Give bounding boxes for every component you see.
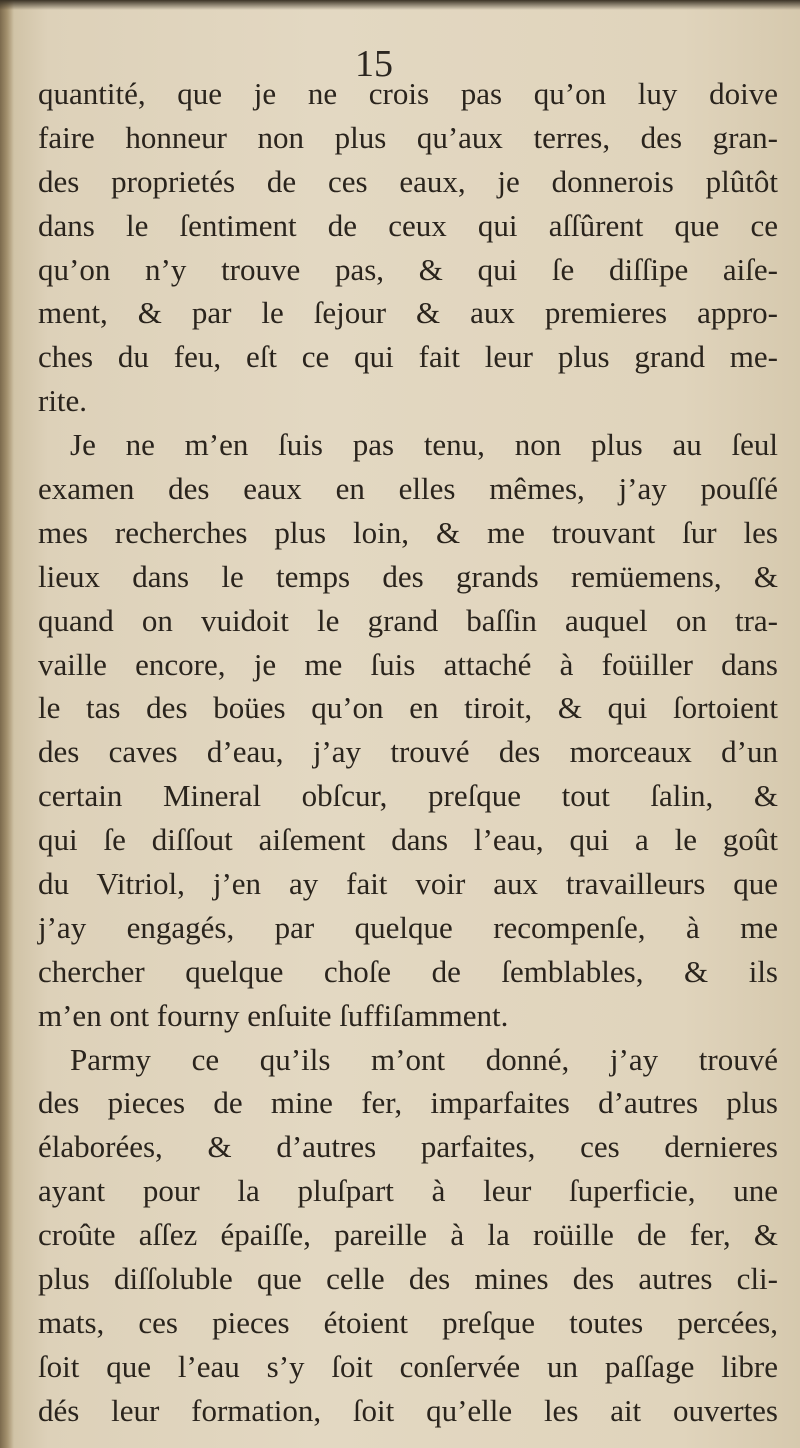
- text-line: plus diſſoluble que celle des mines des autres cli-: [38, 1261, 778, 1297]
- text-line: certain Mineral obſcur, preſque tout ſalin, &: [38, 778, 778, 814]
- text-line: vaille encore, je me ſuis attaché à foüiller dans: [38, 646, 778, 682]
- text-line: qu’on n’y trouve pas, & qui ſe diſſipe aiſe-: [38, 251, 778, 287]
- text-line: dans le ſentiment de ceux qui aſſûrent que ce: [38, 207, 778, 243]
- text-line: élaborées, & d’autres parfaites, ces dernieres: [38, 1129, 778, 1165]
- page-number: 15: [355, 43, 393, 85]
- text-line: ches du feu, eſt ce qui fait leur plus grand me-: [38, 339, 778, 375]
- text-line: mats, ces pieces étoient preſque toutes percées,: [38, 1304, 778, 1340]
- text-line: dés leur formation, ſoit qu’elle les ait ouvertes: [38, 1392, 778, 1428]
- text-line: ſoit que l’eau s’y ſoit conſervée un paſſage libre: [38, 1348, 778, 1384]
- body-text: [38, 72, 778, 1433]
- text-line: du Vitriol, j’en ay fait voir aux travailleurs que: [38, 866, 778, 902]
- text-line: mes recherches plus loin, & me trouvant ſur les: [38, 514, 778, 550]
- text-line: croûte aſſez épaiſſe, pareille à la roüille de fer, &: [38, 1217, 778, 1253]
- text-line: chercher quelque choſe de ſemblables, & ils: [38, 953, 778, 989]
- text-line: examen des eaux en elles mêmes, j’ay pouſſé: [38, 471, 778, 507]
- text-line: ment, & par le ſejour & aux premieres appro-: [38, 295, 778, 331]
- page-binding-shadow: [0, 0, 14, 1448]
- text-line: des pieces de mine fer, imparfaites d’autres plus: [38, 1085, 778, 1121]
- text-line: des proprietés de ces eaux, je donnerois plûtôt: [38, 163, 778, 199]
- text-line: rite.: [38, 383, 88, 419]
- page-top-shadow: [0, 0, 800, 10]
- text-line: m’en ont fourny enſuite ſuffiſamment.: [38, 997, 509, 1033]
- text-line: Je ne m’en ſuis pas tenu, non plus au ſeul: [70, 427, 778, 463]
- text-line: qui ſe diſſout aiſement dans l’eau, qui a le goût: [38, 822, 778, 858]
- text-line: le tas des boües qu’on en tiroit, & qui ſortoient: [38, 690, 778, 726]
- text-line: des caves d’eau, j’ay trouvé des morceaux d’un: [38, 734, 778, 770]
- text-line: Parmy ce qu’ils m’ont donné, j’ay trouvé: [70, 1041, 778, 1077]
- text-line: faire honneur non plus qu’aux terres, des gran-: [38, 119, 778, 155]
- text-line: j’ay engagés, par quelque recompenſe, à me: [38, 909, 778, 945]
- text-line: quantité, que je ne crois pas qu’on luy doive: [38, 76, 778, 111]
- text-line: quand on vuidoit le grand baſſin auquel on tra-: [38, 602, 778, 638]
- text-line: lieux dans le temps des grands remüemens, &: [38, 558, 778, 594]
- text-line: ayant pour la pluſpart à leur ſuperficie, une: [38, 1173, 778, 1209]
